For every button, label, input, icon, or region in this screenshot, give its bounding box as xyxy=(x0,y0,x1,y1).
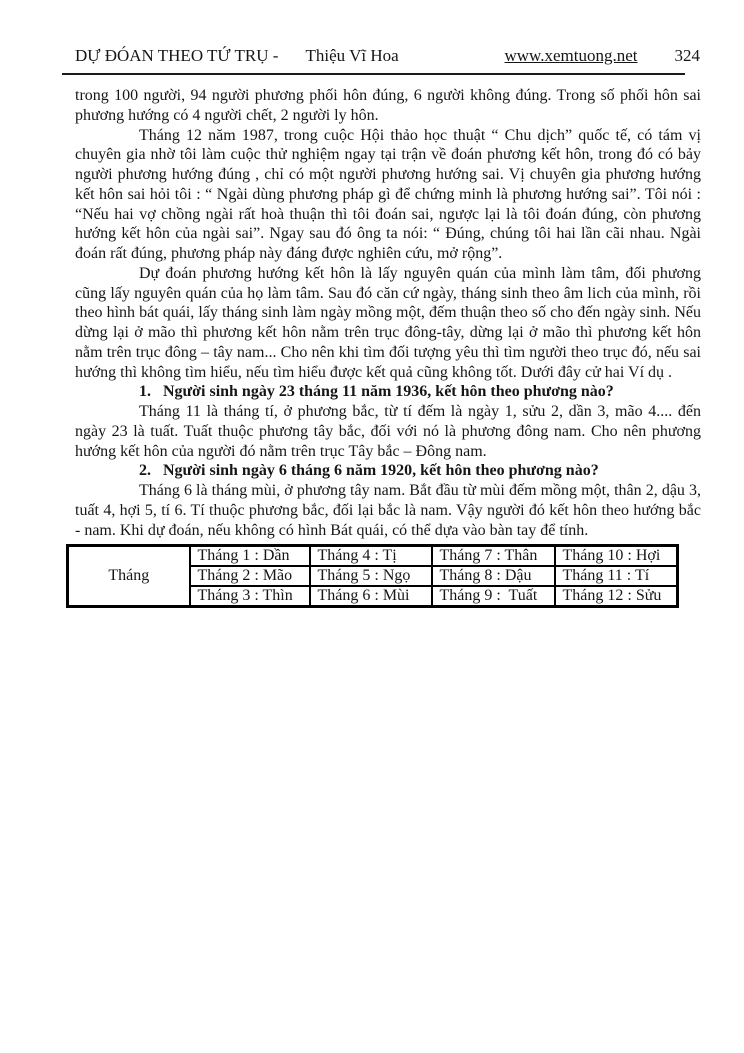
month-cell: Tháng 8 : Dậu xyxy=(432,566,555,586)
month-cell: Tháng 4 : Tị xyxy=(310,546,432,567)
month-cell: Tháng 6 : Mùi xyxy=(310,586,432,607)
table-label-cell: Tháng xyxy=(68,546,190,607)
example-heading: 2. Người sinh ngày 6 tháng 6 năm 1920, kết hôn theo phương nào? xyxy=(139,462,599,480)
author-name: Thiệu Vĩ Hoa xyxy=(305,46,399,65)
example-heading: 1. Người sinh ngày 23 tháng 11 năm 1936, kết hôn theo phương nào? xyxy=(139,383,614,401)
website-link[interactable]: www.xemtuong.net xyxy=(504,46,638,65)
month-cell: Tháng 2 : Mão xyxy=(190,566,310,586)
body-paragraph: Tháng 6 là tháng mùi, ở phương tây nam. Bắt đầu từ mùi đếm mồng một, thân 2, dậu 3, tuất 4, hợi 5, tí 6. Tí thuộc phương bắc, đối lại bắc là nam. Vậy người đó kết hôn theo hướng bắc - nam. Khi dự đoán, nếu không có hình Bát quái, có thể dựa vào bàn tay để tính. xyxy=(75,482,701,539)
page-number: 324 xyxy=(674,46,700,65)
month-table xyxy=(66,544,679,608)
month-cell: Tháng 10 : Hợi xyxy=(555,546,678,567)
body-paragraph: Dự đoán phương hướng kết hôn là lấy nguyên quán của mình làm tâm, đối phương cũng lấy nguyên quán của họ làm tâm. Sau đó căn cứ ngày, tháng sinh theo âm lich của mình, rồi theo hình bát quái, lấy tháng sinh làm ngày mồng một, đếm thuận theo số cho đến ngày sinh. Nếu dừng lại ở mão thì phương kết hôn nằm trên trục đông-tây, dừng lại ở mão thì phương kết hôn nằm trên trục đông – tây nam... Cho nên khi tìm đối tượng yêu thì tìm người theo trục đó, nếu sai hướng thì không tìm hiểu, nếu tìm hiểu được kết quả cũng không tốt. Dưới đây cử hai Ví dụ . xyxy=(75,264,701,381)
page-header xyxy=(0,0,744,66)
month-cell: Tháng 1 : Dần xyxy=(190,546,310,567)
month-cell: Tháng 7 : Thân xyxy=(432,546,555,567)
document-body xyxy=(0,86,744,540)
table-row xyxy=(68,546,678,567)
book-title: DỰ ĐÓAN THEO TỨ TRỤ - xyxy=(75,46,279,65)
body-paragraph: trong 100 người, 94 người phương phối hôn đúng, 6 người không đúng. Trong số phối hôn sai phương hướng có 4 người chết, 2 người ly hôn. xyxy=(75,87,701,124)
month-table-body xyxy=(68,546,678,607)
body-paragraph: Tháng 12 năm 1987, trong cuộc Hội thảo học thuật “ Chu dịch” quốc tế, có tám vị chuyên gia nhờ tôi làm cuộc thử nghiệm ngay tại trận về đoán phương kết hôn, trong đó có bảy người phương hướng đúng , chỉ có một người phương hướng sai. Vị chuyên gia phương hướng kết hôn sai hỏi tôi : “ Ngài dùng phương pháp gì để chứng minh là phương hướng sai”. Tôi nói : “Nếu hai vợ chồng ngài rất hoà thuận thì tôi đoán sai, ngược lại là tôi đoán đúng, còn phương hướng kết hôn của ngài sai”. Ngay sau đó ông ta nói: “ Đúng, chúng tôi hai lần cãi nhau. Ngài đoán rất đúng, phương pháp này đáng được nghiên cứu, mở rộng”. xyxy=(75,126,701,262)
month-cell: Tháng 5 : Ngọ xyxy=(310,566,432,586)
month-cell: Tháng 9 : Tuất xyxy=(432,586,555,607)
body-paragraph: Tháng 11 là tháng tí, ở phương bắc, từ tí đếm là ngày 1, sửu 2, dần 3, mão 4.... đến ngày 23 là tuất. Tuất thuộc phương tây bắc, đối với nó là phương đông nam. Cho nên phương hướng kết hôn của người đó nằm trên trục Tây bắc – Đông nam. xyxy=(75,403,701,460)
header-divider xyxy=(62,73,685,75)
month-cell: Tháng 11 : Tí xyxy=(555,566,678,586)
month-cell: Tháng 12 : Sửu xyxy=(555,586,678,607)
month-cell: Tháng 3 : Thìn xyxy=(190,586,310,607)
